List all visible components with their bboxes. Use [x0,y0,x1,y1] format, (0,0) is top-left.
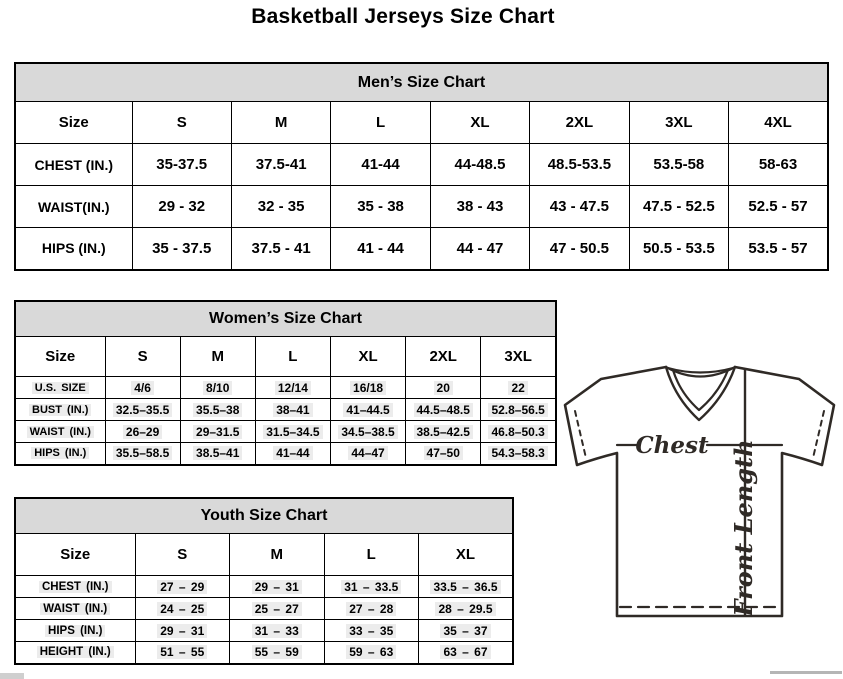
table-row-mens-chest [15,144,828,186]
youth-col-xl: XL [419,534,514,576]
table-cell: 52.8–56.5 [481,399,556,421]
mens-table-title-row [15,63,828,102]
table-cell: 35.5–58.5 [105,443,180,465]
mens-size-table [14,62,829,271]
table-row-youth-chest [15,576,513,598]
jersey-outline [565,367,834,616]
table-cell: 53.5 - 57 [729,228,828,270]
table-cell: 26–29 [105,421,180,443]
table-cell: 58-63 [729,144,828,186]
table-cell: 31 – 33.5 [324,576,419,598]
table-cell: 47–50 [406,443,481,465]
row-label: BUST (IN.) [15,399,105,421]
table-cell: 29 – 31 [230,576,325,598]
youth-table-title: Youth Size Chart [15,498,513,534]
table-row-womens-hips [15,443,556,465]
table-cell: 33.5 – 36.5 [419,576,514,598]
table-cell: 41–44 [255,443,330,465]
table-cell: 35-37.5 [132,144,231,186]
row-label: WAIST (IN.) [15,598,135,620]
row-label: HIPS (IN.) [15,228,132,270]
hscrollbar-track-fragment[interactable] [770,671,842,674]
table-cell: 33 – 35 [324,620,419,642]
womens-col-s: S [105,337,180,377]
table-cell: 4/6 [105,377,180,399]
table-cell: 50.5 - 53.5 [629,228,728,270]
row-label: WAIST(IN.) [15,186,132,228]
youth-col-l: L [324,534,419,576]
table-cell: 32.5–35.5 [105,399,180,421]
table-cell: 54.3–58.3 [481,443,556,465]
table-cell: 44 - 47 [430,228,529,270]
mens-col-3xl: 3XL [629,102,728,144]
youth-size-header: Size [15,534,135,576]
table-row-womens-bust [15,399,556,421]
table-cell: 48.5-53.5 [530,144,629,186]
table-cell: 8/10 [180,377,255,399]
row-label: U.S. SIZE [15,377,105,399]
mens-col-s: S [132,102,231,144]
table-cell: 59 – 63 [324,642,419,664]
hscrollbar-thumb[interactable] [0,673,24,679]
mens-col-xl: XL [430,102,529,144]
table-cell: 38 - 43 [430,186,529,228]
row-label: CHEST (IN.) [15,144,132,186]
table-cell: 35 - 37.5 [132,228,231,270]
table-cell: 35.5–38 [180,399,255,421]
table-cell: 12/14 [255,377,330,399]
table-cell: 63 – 67 [419,642,514,664]
row-label: WAIST (IN.) [15,421,105,443]
table-cell: 52.5 - 57 [729,186,828,228]
table-cell: 29 – 31 [135,620,230,642]
table-cell: 51 – 55 [135,642,230,664]
womens-header-row [15,337,556,377]
row-label: CHEST (IN.) [15,576,135,598]
table-row-youth-hips [15,620,513,642]
mens-col-m: M [231,102,330,144]
table-cell: 29–31.5 [180,421,255,443]
youth-table-title-row [15,498,513,534]
womens-col-l: L [255,337,330,377]
womens-col-xl: XL [330,337,405,377]
mens-col-l: L [331,102,430,144]
mens-col-2xl: 2XL [530,102,629,144]
table-cell: 38–41 [255,399,330,421]
womens-table-title: Women’s Size Chart [15,301,556,337]
mens-table-title: Men’s Size Chart [15,63,828,102]
jersey-collar-outer-v [666,367,735,420]
youth-size-table [14,497,514,665]
row-label: HEIGHT (IN.) [15,642,135,664]
table-cell: 44-48.5 [430,144,529,186]
womens-size-table [14,300,557,466]
womens-col-m: M [180,337,255,377]
table-row-youth-height [15,642,513,664]
table-cell: 47.5 - 52.5 [629,186,728,228]
youth-header-row [15,534,513,576]
table-cell: 41-44 [331,144,430,186]
table-cell: 44–47 [330,443,405,465]
womens-table-title-row [15,301,556,337]
table-cell: 38.5–42.5 [406,421,481,443]
table-cell: 27 – 28 [324,598,419,620]
table-cell: 37.5 - 41 [231,228,330,270]
table-cell: 22 [481,377,556,399]
table-cell: 41–44.5 [330,399,405,421]
table-row-womens-waist [15,421,556,443]
table-cell: 29 - 32 [132,186,231,228]
table-cell: 25 – 27 [230,598,325,620]
row-label: HIPS (IN.) [15,443,105,465]
table-row-womens-ussize [15,377,556,399]
table-cell: 32 - 35 [231,186,330,228]
womens-size-header: Size [15,337,105,377]
table-cell: 16/18 [330,377,405,399]
table-cell: 53.5-58 [629,144,728,186]
table-cell: 46.8–50.3 [481,421,556,443]
table-cell: 28 – 29.5 [419,598,514,620]
mens-col-4xl: 4XL [729,102,828,144]
mens-header-row [15,102,828,144]
table-cell: 34.5–38.5 [330,421,405,443]
chest-label: Chest [635,432,709,459]
youth-col-s: S [135,534,230,576]
youth-col-m: M [230,534,325,576]
table-cell: 41 - 44 [331,228,430,270]
page-title: Basketball Jerseys Size Chart [251,5,555,28]
jersey-measurement-diagram [556,358,843,624]
table-cell: 43 - 47.5 [530,186,629,228]
table-row-youth-waist [15,598,513,620]
table-cell: 37.5-41 [231,144,330,186]
womens-col-2xl: 2XL [406,337,481,377]
womens-col-3xl: 3XL [481,337,556,377]
table-row-mens-waist [15,186,828,228]
left-cuff-stitch [575,411,586,458]
table-cell: 31 – 33 [230,620,325,642]
table-cell: 27 – 29 [135,576,230,598]
right-cuff-stitch [813,411,824,458]
table-cell: 47 - 50.5 [530,228,629,270]
table-cell: 44.5–48.5 [406,399,481,421]
table-cell: 20 [406,377,481,399]
table-cell: 24 – 25 [135,598,230,620]
table-cell: 35 - 38 [331,186,430,228]
table-cell: 55 – 59 [230,642,325,664]
table-cell: 38.5–41 [180,443,255,465]
front-length-label: Front Length [729,439,758,617]
row-label: HIPS (IN.) [15,620,135,642]
table-row-mens-hips [15,228,828,270]
table-cell: 35 – 37 [419,620,514,642]
table-cell: 31.5–34.5 [255,421,330,443]
mens-size-header: Size [15,102,132,144]
